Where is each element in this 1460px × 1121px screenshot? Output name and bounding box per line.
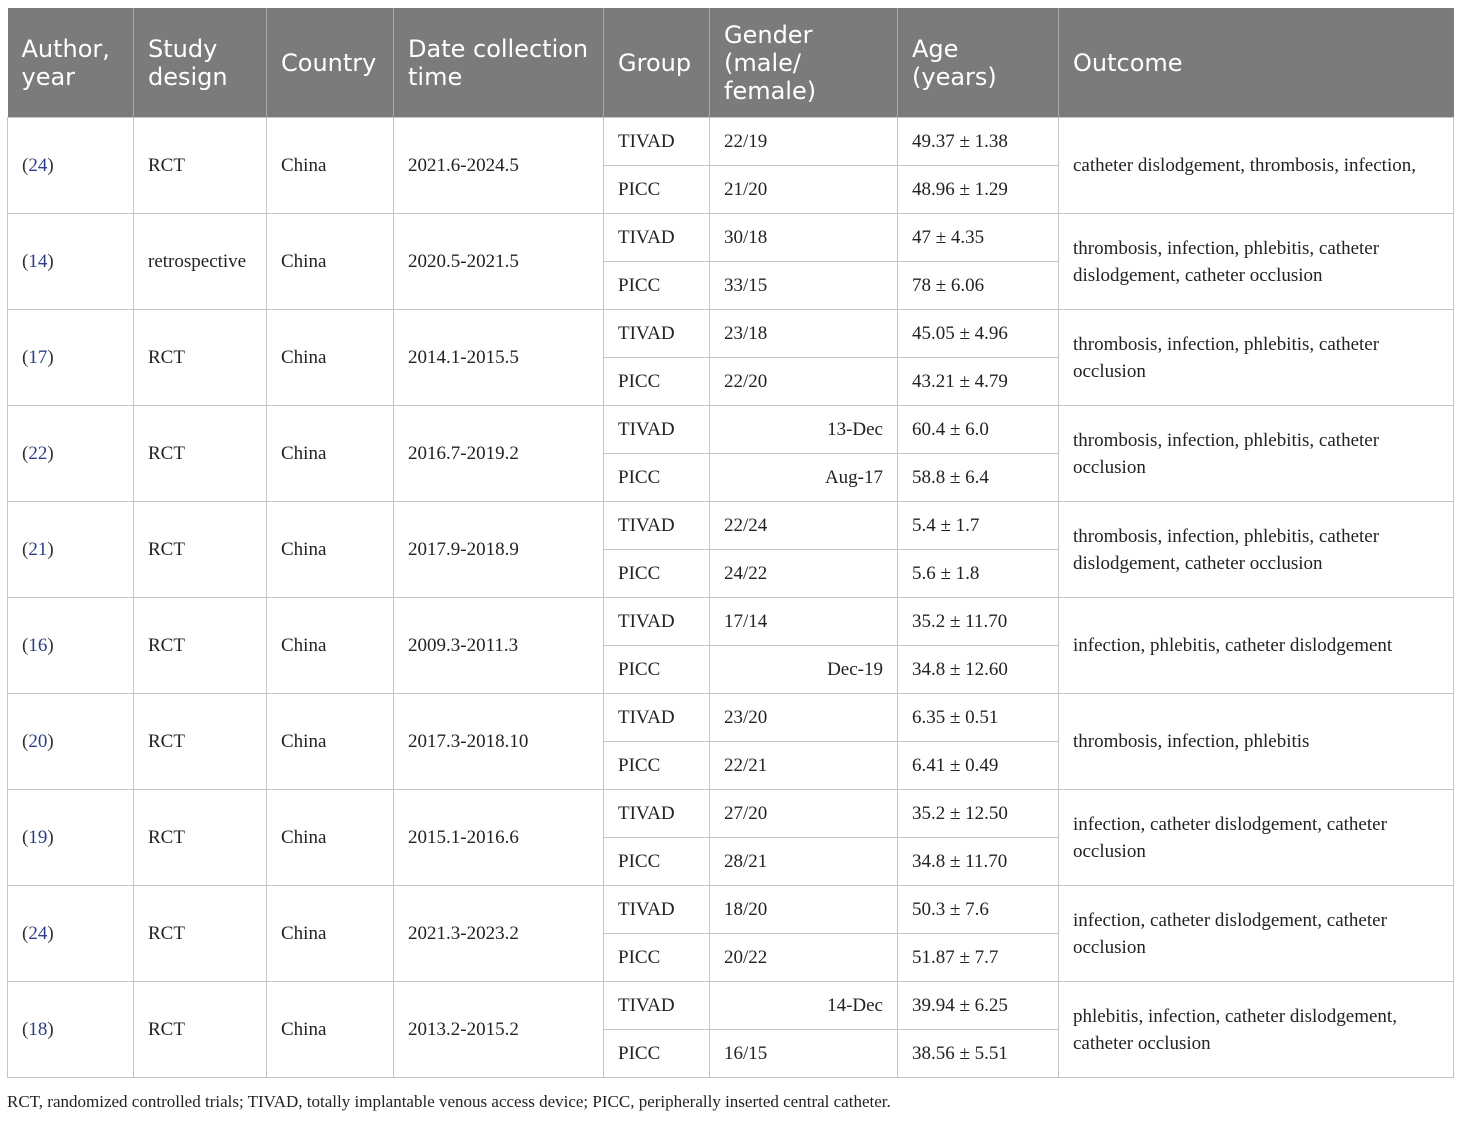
age-cell: 34.8 ± 11.70 [898, 838, 1059, 886]
table-row [8, 886, 1454, 934]
age-cell: 49.37 ± 1.38 [898, 118, 1059, 166]
gender-cell: 22/24 [710, 502, 898, 550]
study-design-cell: RCT [134, 694, 267, 790]
country-cell: China [267, 310, 394, 406]
table-row [8, 598, 1454, 646]
author-ref-cell: (22) [8, 406, 134, 502]
country-cell: China [267, 214, 394, 310]
age-cell: 35.2 ± 12.50 [898, 790, 1059, 838]
country-cell: China [267, 502, 394, 598]
table-row [8, 310, 1454, 358]
study-design-cell: RCT [134, 310, 267, 406]
gender-cell: 23/18 [710, 310, 898, 358]
outcome-cell: infection, catheter dislodgement, catheter occlusion [1059, 790, 1454, 886]
reference-link[interactable]: 18 [28, 1019, 48, 1040]
study-design-cell: RCT [134, 982, 267, 1078]
group-cell: PICC [604, 166, 710, 214]
country-cell: China [267, 118, 394, 214]
author-ref-cell: (24) [8, 886, 134, 982]
column-header: Group [604, 8, 710, 118]
date-cell: 2020.5-2021.5 [394, 214, 604, 310]
group-cell: TIVAD [604, 886, 710, 934]
gender-cell: 23/20 [710, 694, 898, 742]
age-cell: 60.4 ± 6.0 [898, 406, 1059, 454]
outcome-cell: thrombosis, infection, phlebitis [1059, 694, 1454, 790]
outcome-cell: thrombosis, infection, phlebitis, catheter occlusion [1059, 406, 1454, 502]
age-cell: 47 ± 4.35 [898, 214, 1059, 262]
reference-link[interactable]: 22 [28, 443, 48, 464]
age-cell: 35.2 ± 11.70 [898, 598, 1059, 646]
table-row [8, 982, 1454, 1030]
table-row [8, 406, 1454, 454]
group-cell: PICC [604, 934, 710, 982]
country-cell: China [267, 982, 394, 1078]
age-cell: 78 ± 6.06 [898, 262, 1059, 310]
study-design-cell: RCT [134, 118, 267, 214]
country-cell: China [267, 790, 394, 886]
gender-cell: Dec-19 [710, 646, 898, 694]
group-cell: TIVAD [604, 694, 710, 742]
reference-link[interactable]: 24 [28, 923, 48, 944]
group-cell: PICC [604, 838, 710, 886]
column-header: Country [267, 8, 394, 118]
gender-cell: 27/20 [710, 790, 898, 838]
gender-cell: 20/22 [710, 934, 898, 982]
study-design-cell: RCT [134, 598, 267, 694]
study-design-cell: RCT [134, 502, 267, 598]
group-cell: TIVAD [604, 790, 710, 838]
date-cell: 2015.1-2016.6 [394, 790, 604, 886]
age-cell: 58.8 ± 6.4 [898, 454, 1059, 502]
study-design-cell: RCT [134, 886, 267, 982]
gender-cell: 14-Dec [710, 982, 898, 1030]
table-container [7, 8, 1453, 1078]
group-cell: TIVAD [604, 118, 710, 166]
gender-cell: 28/21 [710, 838, 898, 886]
group-cell: PICC [604, 358, 710, 406]
group-cell: PICC [604, 646, 710, 694]
outcome-cell: infection, catheter dislodgement, catheter occlusion [1059, 886, 1454, 982]
age-cell: 5.6 ± 1.8 [898, 550, 1059, 598]
column-header: Date collection time [394, 8, 604, 118]
outcome-cell: infection, phlebitis, catheter dislodgement [1059, 598, 1454, 694]
gender-cell: 22/19 [710, 118, 898, 166]
group-cell: TIVAD [604, 406, 710, 454]
author-ref-cell: (16) [8, 598, 134, 694]
gender-cell: 22/20 [710, 358, 898, 406]
gender-cell: 17/14 [710, 598, 898, 646]
column-header: Outcome [1059, 8, 1454, 118]
gender-cell: 30/18 [710, 214, 898, 262]
outcome-cell: phlebitis, infection, catheter dislodgement, catheter occlusion [1059, 982, 1454, 1078]
group-cell: PICC [604, 550, 710, 598]
country-cell: China [267, 886, 394, 982]
group-cell: PICC [604, 262, 710, 310]
author-ref-cell: (19) [8, 790, 134, 886]
age-cell: 51.87 ± 7.7 [898, 934, 1059, 982]
study-characteristics-table [7, 8, 1454, 1078]
study-design-cell: RCT [134, 406, 267, 502]
column-header: Gender (male/ female) [710, 8, 898, 118]
group-cell: TIVAD [604, 982, 710, 1030]
age-cell: 39.94 ± 6.25 [898, 982, 1059, 1030]
country-cell: China [267, 406, 394, 502]
author-ref-cell: (18) [8, 982, 134, 1078]
author-ref-cell: (24) [8, 118, 134, 214]
gender-cell: Aug-17 [710, 454, 898, 502]
table-row [8, 790, 1454, 838]
age-cell: 50.3 ± 7.6 [898, 886, 1059, 934]
outcome-cell: catheter dislodgement, thrombosis, infection, [1059, 118, 1454, 214]
table-row [8, 502, 1454, 550]
age-cell: 6.35 ± 0.51 [898, 694, 1059, 742]
group-cell: TIVAD [604, 598, 710, 646]
group-cell: PICC [604, 742, 710, 790]
age-cell: 45.05 ± 4.96 [898, 310, 1059, 358]
author-ref-cell: (21) [8, 502, 134, 598]
group-cell: TIVAD [604, 502, 710, 550]
date-cell: 2021.3-2023.2 [394, 886, 604, 982]
table-footnote: RCT, randomized controlled trials; TIVAD, totally implantable venous access device; PICC, peripherally inserted central catheter. [7, 1092, 891, 1111]
study-design-cell: retrospective [134, 214, 267, 310]
table-body [8, 118, 1454, 1078]
age-cell: 38.56 ± 5.51 [898, 1030, 1059, 1078]
gender-cell: 21/20 [710, 166, 898, 214]
date-cell: 2017.3-2018.10 [394, 694, 604, 790]
outcome-cell: thrombosis, infection, phlebitis, catheter dislodgement, catheter occlusion [1059, 214, 1454, 310]
reference-link[interactable]: 19 [28, 827, 48, 848]
gender-cell: 13-Dec [710, 406, 898, 454]
group-cell: PICC [604, 454, 710, 502]
author-ref-cell: (17) [8, 310, 134, 406]
group-cell: TIVAD [604, 310, 710, 358]
table-row [8, 118, 1454, 166]
age-cell: 48.96 ± 1.29 [898, 166, 1059, 214]
column-header: Age (years) [898, 8, 1059, 118]
header-row [8, 8, 1454, 118]
reference-link[interactable]: 14 [28, 251, 48, 272]
column-header: Author, year [8, 8, 134, 118]
gender-cell: 33/15 [710, 262, 898, 310]
group-cell: PICC [604, 1030, 710, 1078]
gender-cell: 18/20 [710, 886, 898, 934]
author-ref-cell: (20) [8, 694, 134, 790]
date-cell: 2009.3-2011.3 [394, 598, 604, 694]
age-cell: 43.21 ± 4.79 [898, 358, 1059, 406]
gender-cell: 22/21 [710, 742, 898, 790]
column-header: Study design [134, 8, 267, 118]
outcome-cell: thrombosis, infection, phlebitis, catheter dislodgement, catheter occlusion [1059, 502, 1454, 598]
date-cell: 2013.2-2015.2 [394, 982, 604, 1078]
group-cell: TIVAD [604, 214, 710, 262]
study-design-cell: RCT [134, 790, 267, 886]
table-row [8, 214, 1454, 262]
gender-cell: 16/15 [710, 1030, 898, 1078]
date-cell: 2016.7-2019.2 [394, 406, 604, 502]
country-cell: China [267, 694, 394, 790]
date-cell: 2021.6-2024.5 [394, 118, 604, 214]
author-ref-cell: (14) [8, 214, 134, 310]
age-cell: 34.8 ± 12.60 [898, 646, 1059, 694]
reference-link[interactable]: 24 [28, 155, 48, 176]
date-cell: 2017.9-2018.9 [394, 502, 604, 598]
age-cell: 5.4 ± 1.7 [898, 502, 1059, 550]
outcome-cell: thrombosis, infection, phlebitis, catheter occlusion [1059, 310, 1454, 406]
reference-link[interactable]: 20 [28, 731, 48, 752]
table-row [8, 694, 1454, 742]
date-cell: 2014.1-2015.5 [394, 310, 604, 406]
table-header [8, 8, 1454, 118]
reference-link[interactable]: 16 [28, 635, 48, 656]
reference-link[interactable]: 21 [28, 539, 48, 560]
country-cell: China [267, 598, 394, 694]
reference-link[interactable]: 17 [28, 347, 48, 368]
age-cell: 6.41 ± 0.49 [898, 742, 1059, 790]
gender-cell: 24/22 [710, 550, 898, 598]
